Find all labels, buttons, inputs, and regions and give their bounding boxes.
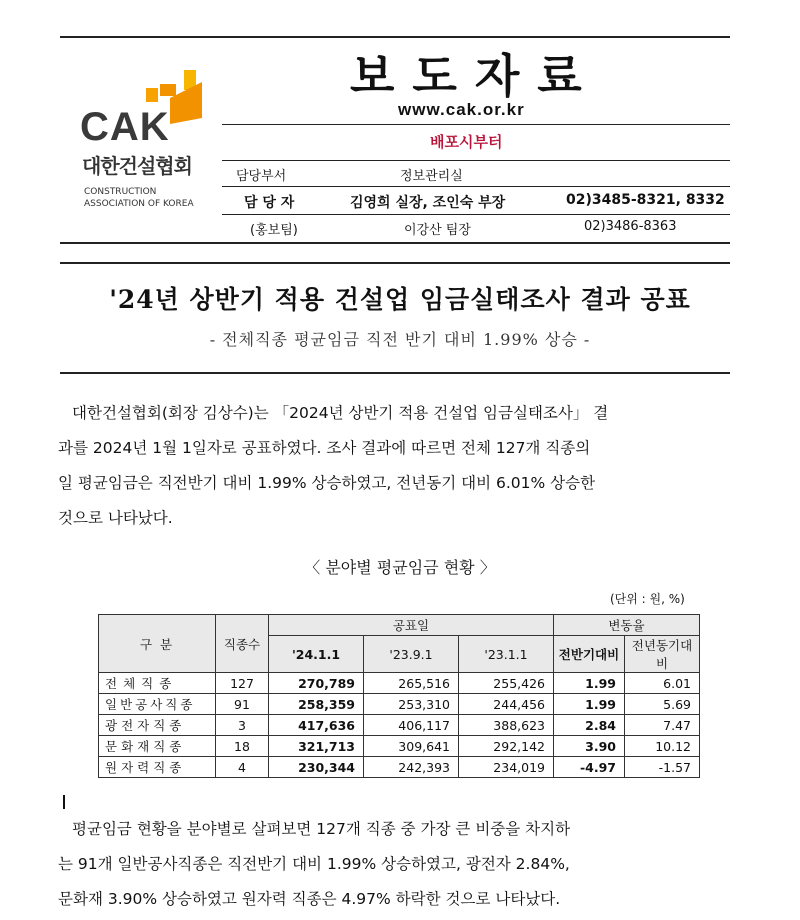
contact-person-phone: 02)3485-8321, 8332	[566, 192, 725, 208]
row-d3: 292,142	[459, 736, 554, 757]
logo-name-en-line2: ASSOCIATION OF KOREA	[84, 199, 194, 209]
row-count: 3	[216, 715, 269, 736]
row-d3: 234,019	[459, 757, 554, 778]
row-d1: 321,713	[269, 736, 364, 757]
row-c2: -1.57	[625, 757, 700, 778]
row-name: 문화재직종	[99, 736, 216, 757]
table-row	[99, 673, 700, 694]
header-count: 직종수	[216, 615, 269, 673]
row-d2: 406,117	[364, 715, 459, 736]
row-count: 4	[216, 757, 269, 778]
row-c1: 2.84	[554, 715, 625, 736]
header-category: 구 분	[99, 615, 216, 673]
row-name: 일반공사직종	[99, 694, 216, 715]
paragraph-line: 과를 2024년 1월 1일자로 공표하였다. 조사 결과에 따르면 전체 127개 직종의	[58, 439, 591, 457]
row-count: 91	[216, 694, 269, 715]
table-unit: (단위 : 원, %)	[610, 592, 685, 606]
subheadline: - 전체직종 평균임금 직전 반기 대비 1.99% 상승 -	[209, 330, 591, 349]
row-d2: 265,516	[364, 673, 459, 694]
row-d3: 255,426	[459, 673, 554, 694]
website-link[interactable]: www.cak.or.kr	[398, 100, 525, 119]
body-paragraph-2	[58, 812, 748, 917]
logo-mark-text: CAK	[80, 105, 170, 149]
paragraph-line: 대한건설협회(회장 김상수)는 「2024년 상반기 적용 건설업 임금실태조사」 결	[72, 404, 609, 422]
body-paragraph-1	[58, 396, 748, 536]
logo-name-en	[84, 186, 194, 210]
logo-name-en-line1: CONSTRUCTION	[84, 187, 157, 197]
contact-dept-value: 정보관리실	[400, 169, 463, 184]
row-d2: 253,310	[364, 694, 459, 715]
header-date-2: '23.9.1	[364, 636, 459, 673]
contact-rule-1	[222, 160, 730, 161]
row-name: 전체직종	[99, 673, 216, 694]
contact-rule-3	[222, 214, 730, 215]
row-d3: 388,623	[459, 715, 554, 736]
wage-table	[98, 614, 700, 778]
paragraph-line: 평균임금 현황을 분야별로 살펴보면 127개 직종 중 가장 큰 비중을 차지하	[72, 820, 571, 838]
row-c2: 7.47	[625, 715, 700, 736]
contact-dept-label: 담당부서	[236, 169, 287, 184]
header-bottom-rule	[60, 242, 730, 244]
header-change-group: 변동율	[554, 615, 700, 636]
row-c2: 10.12	[625, 736, 700, 757]
row-d1: 270,789	[269, 673, 364, 694]
row-name: 원자력직종	[99, 757, 216, 778]
paragraph-line: 는 91개 일반공사직종은 직전반기 대비 1.99% 상승하였고, 광전자 2.84%,	[58, 855, 570, 873]
paragraph-line: 문화재 3.90% 상승하였고 원자력 직종은 4.97% 하락한 것으로 나타났다.	[58, 890, 561, 908]
contact-person-label: 담 당 자	[244, 195, 295, 211]
row-count: 127	[216, 673, 269, 694]
header-date-group: 공표일	[269, 615, 554, 636]
row-c1: 1.99	[554, 694, 625, 715]
row-d1: 417,636	[269, 715, 364, 736]
row-c2: 6.01	[625, 673, 700, 694]
logo-name-kr: 대한건설협회	[82, 154, 192, 178]
row-name: 광전자직종	[99, 715, 216, 736]
table-title: 〈 분야별 평균임금 현황 〉	[304, 558, 496, 577]
paragraph-line: 일 평균임금은 직전반기 대비 1.99% 상승하였고, 전년동기 대비 6.01% 상승한	[58, 474, 596, 492]
table-row	[99, 757, 700, 778]
header-change-1: 전반기대비	[554, 636, 625, 673]
contact-pr-phone: 02)3486-8363	[584, 219, 677, 234]
contact-pr-label: (홍보팀)	[250, 223, 298, 238]
contact-rule-2	[222, 186, 730, 187]
row-c2: 5.69	[625, 694, 700, 715]
text-cursor[interactable]	[63, 795, 65, 809]
row-c1: -4.97	[554, 757, 625, 778]
table-row	[99, 715, 700, 736]
row-d1: 230,344	[269, 757, 364, 778]
url-rule	[222, 124, 730, 125]
contact-pr-value: 이강산 팀장	[404, 223, 471, 238]
header-date-1: '24.1.1	[269, 636, 364, 673]
row-count: 18	[216, 736, 269, 757]
page-title: 보도자료	[350, 49, 600, 103]
headline: '24년 상반기 적용 건설업 임금실태조사 결과 공표	[109, 285, 691, 314]
embargo-notice: 배포시부터	[430, 133, 503, 151]
row-d2: 242,393	[364, 757, 459, 778]
table-row	[99, 694, 700, 715]
table-row	[99, 736, 700, 757]
contact-person-value: 김영희 실장, 조인숙 부장	[350, 195, 506, 211]
row-d2: 309,641	[364, 736, 459, 757]
row-c1: 1.99	[554, 673, 625, 694]
row-d3: 244,456	[459, 694, 554, 715]
top-rule	[60, 36, 730, 38]
header-change-2: 전년동기대비	[625, 636, 700, 673]
row-c1: 3.90	[554, 736, 625, 757]
header-date-3: '23.1.1	[459, 636, 554, 673]
row-d1: 258,359	[269, 694, 364, 715]
paragraph-line: 것으로 나타났다.	[58, 509, 173, 527]
headline-bottom-rule	[60, 372, 730, 374]
headline-top-rule	[60, 262, 730, 264]
